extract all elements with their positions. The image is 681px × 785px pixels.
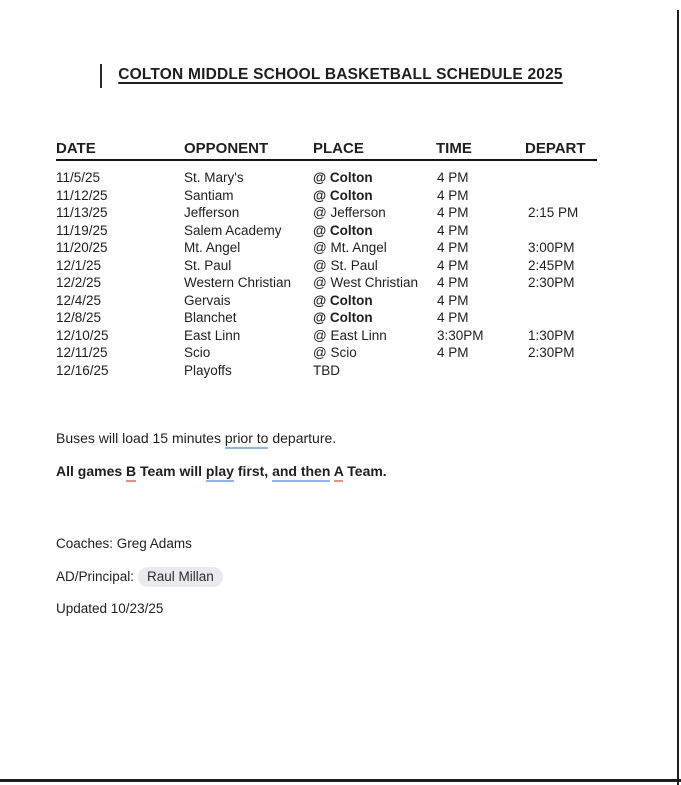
cell-time: 4 PM [437,240,469,255]
table-row [0,187,681,205]
cell-time: 4 PM [437,345,469,360]
teams-note-text: first, [233,463,273,479]
buses-note-text: departure. [268,430,337,446]
cell-opponent: St. Paul [184,257,232,273]
cell-place: @ Colton [313,170,373,185]
cell-place: @ St. Paul [313,257,378,273]
spelling-underlined-text: B [126,463,136,482]
ad-principal-label: AD/Principal: [56,569,135,584]
cell-date: 12/10/25 [56,327,109,343]
cell-time: 4 PM [437,275,469,290]
header-opponent: OPPONENT [184,140,269,157]
cell-time: 4 PM [437,257,469,273]
cell-place: @ Jefferson [313,205,386,220]
document-title: COLTON MIDDLE SCHOOL BASKETBALL SCHEDULE 2025 [118,66,563,83]
table-row [0,204,681,222]
person-chip[interactable]: Raul Millan [138,567,223,587]
table-row [0,239,681,257]
cell-date: 11/12/25 [56,187,108,203]
buses-note-text: Buses will load 15 minutes [56,430,225,446]
cell-date: 11/19/25 [56,222,108,238]
cell-depart: 3:00PM [528,240,575,255]
cell-place: @ Mt. Angel [313,240,387,255]
cell-opponent: Gervais [184,292,231,308]
cell-depart: 1:30PM [528,327,575,343]
schedule-header-row [56,140,597,161]
cell-opponent: East Linn [184,327,241,343]
cell-date: 12/2/25 [56,275,102,290]
cell-date: 11/20/25 [56,240,108,255]
spelling-underlined-text: A [334,463,344,482]
header-place: PLACE [313,140,364,157]
header-time: TIME [436,140,472,157]
table-row [0,292,681,310]
header-depart: DEPART [525,140,586,157]
cell-opponent: Jefferson [184,205,240,220]
cell-time: 4 PM [437,187,469,203]
buses-note [56,430,336,446]
grammar-underlined-text: prior to [225,430,269,449]
teams-note [56,463,387,479]
cell-date: 12/4/25 [56,292,102,308]
cell-depart: 2:30PM [528,275,575,290]
cell-date: 11/13/25 [56,205,108,220]
teams-note-text: Team will [136,463,206,479]
page-edge-bottom [0,779,681,782]
cell-place: @ Colton [313,310,373,325]
cell-depart: 2:30PM [528,345,575,360]
table-row [0,344,681,362]
header-date: DATE [56,140,96,157]
cell-opponent: Santiam [184,187,234,203]
cell-time: 4 PM [437,292,469,308]
table-row [0,362,681,380]
cell-time: 4 PM [437,170,469,185]
cell-date: 11/5/25 [56,170,101,185]
cell-time: 4 PM [437,310,469,325]
table-row [0,222,681,240]
cell-opponent: St. Mary's [184,170,244,185]
page-edge-right [677,10,679,785]
cell-opponent: Western Christian [184,275,292,290]
cell-date: 12/11/25 [56,345,108,360]
cell-opponent: Scio [184,345,211,360]
cell-time: 4 PM [437,222,469,238]
schedule-table [0,169,681,379]
table-row [0,169,681,187]
cell-date: 12/8/25 [56,310,102,325]
updated-line: Updated 10/23/25 [56,601,164,616]
cell-depart: 2:45PM [528,257,575,273]
cell-place: @ East Linn [313,327,387,343]
table-row [0,327,681,345]
cell-opponent: Blanchet [184,310,237,325]
cell-time: 3:30PM [437,327,484,343]
table-row [0,274,681,292]
cell-opponent: Mt. Angel [184,240,241,255]
cell-depart: 2:15 PM [528,205,579,220]
cell-place: @ Colton [313,222,373,238]
cell-place: TBD [313,362,340,378]
cell-date: 12/16/25 [56,362,109,378]
cell-opponent: Salem Academy [184,222,282,238]
cell-opponent: Playoffs [184,362,232,378]
coaches-line: Coaches: Greg Adams [56,536,192,551]
ad-principal-line [56,567,223,587]
grammar-underlined-text: play [206,463,234,482]
cell-place: @ Colton [313,187,373,203]
teams-note-text: Team. [343,463,387,479]
grammar-underlined-text: and then [272,463,330,482]
cell-place: @ Scio [313,345,357,360]
cell-place: @ Colton [313,292,373,308]
teams-note-text: All games [56,463,127,479]
cell-date: 12/1/25 [56,257,102,273]
table-row [0,257,681,275]
cell-place: @ West Christian [313,275,418,290]
cell-time: 4 PM [437,205,469,220]
table-row [0,309,681,327]
